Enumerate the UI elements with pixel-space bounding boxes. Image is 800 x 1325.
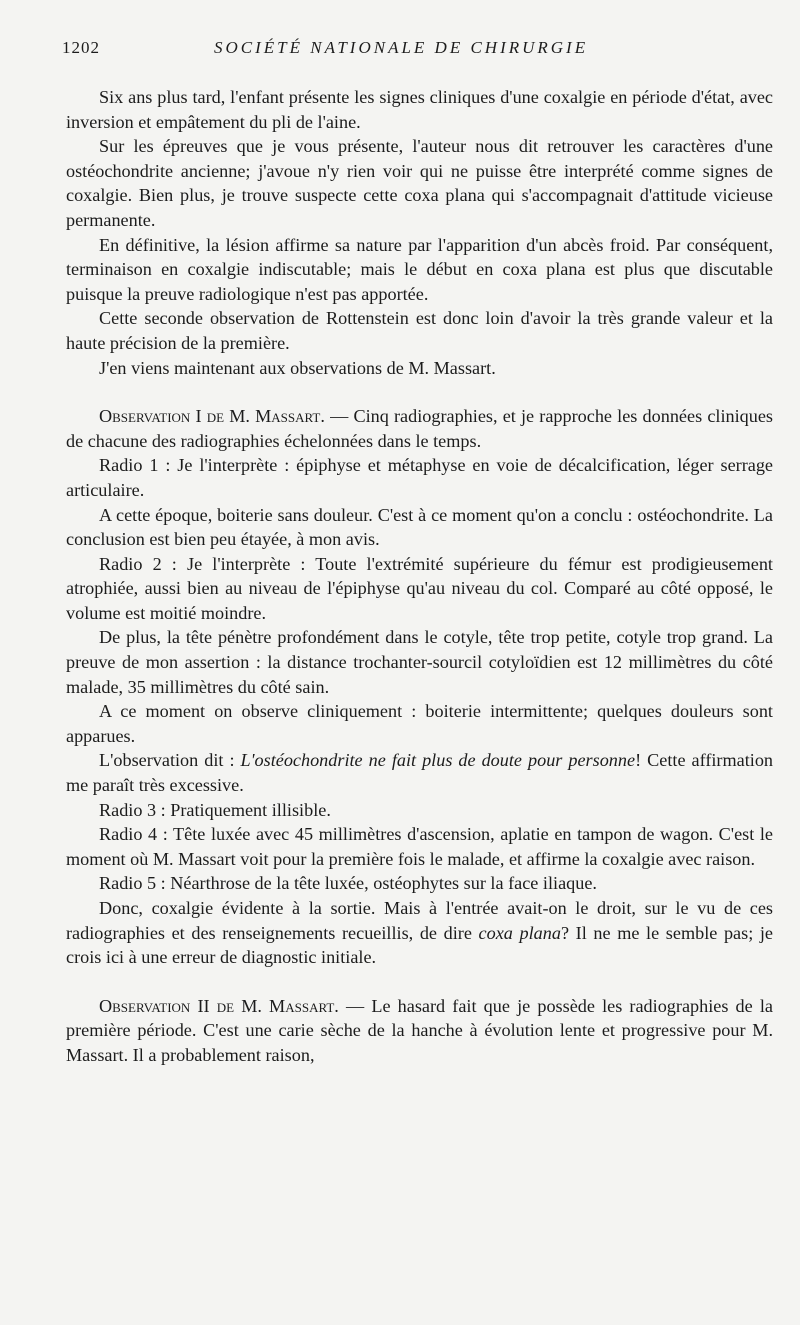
paragraph: Sur les épreuves que je vous présente, l'auteur nous dit retrouver les caractères d'une ostéochondrite ancienne; j'avoue n'y rien voir qui ne puisse être interprété comme signes de coxalgie. Bien plus, je trouve suspecte cette coxa plana qui s'accompagnait d'attitude vicieuse permanente. (66, 136, 773, 230)
paragraph: Six ans plus tard, l'enfant présente les signes cliniques d'une coxalgie en période d'état, avec inversion et empâtement du pli de l'aine. (66, 87, 773, 132)
section-gap (66, 970, 773, 994)
page-number: 1202 (62, 38, 100, 57)
observation-1-text: — Cinq radiographies, et je rapproche les données cliniques de chacune des radiographies échelonnées dans le temps. (66, 406, 773, 451)
paragraph: A cette époque, boiterie sans douleur. C'est à ce moment qu'on a conclu : ostéochondrite. La conclusion est bien peu étayée, à mon avis. (66, 504, 773, 550)
conclusion-paragraph (66, 896, 773, 970)
conclusion-lead: Donc, coxalgie évidente à la sortie. Mais à l'entrée avait-on le droit, sur le vu de ces radiographies et des renseignements recueillis, de dire (66, 898, 773, 943)
observation-2-text: — Le hasard fait que je possède les radiographies de la première période. C'est une carie sèche de la hanche à évolution lente et progressive pour M. Massart. Il a probablement raison, (66, 995, 773, 1065)
paragraph: De plus, la tête pénètre profondément dans le cotyle, tête trop petite, cotyle trop grand. La preuve de mon assertion : la distance trochanter-sourcil cotyloïdien est 12 millimètres du côté malade, 35 millimètres du côté sain. (66, 627, 773, 697)
conclusion-tail: ? Il ne me le semble pas; je crois ici à une erreur de diagnostic initiale. (66, 922, 773, 968)
observation-2-heading: Observation II de M. Massart. (99, 995, 339, 1016)
paragraph: A ce moment on observe cliniquement : boiterie intermittente; quelques douleurs sont apparues. (66, 701, 773, 746)
quotation-lead: L'observation dit : (99, 750, 241, 771)
radio-1-paragraph: Radio 1 : Je l'interprète : épiphyse et métaphyse en voie de décalcification, léger serrage articulaire. (66, 455, 773, 500)
paragraph: En définitive, la lésion affirme sa nature par l'apparition d'un abcès froid. Par conséquent, terminaison en coxalgie indiscutable; mais le début en coxa plana est plus que discutable puisque la preuve radiologique n'est pas apportée. (66, 234, 773, 304)
paragraph: Cette seconde observation de Rottenstein est donc loin d'avoir la très grande valeur et la haute précision de la première. (66, 308, 773, 353)
radio-5-paragraph: Radio 5 : Néarthrose de la tête luxée, ostéophytes sur la face iliaque. (99, 873, 597, 894)
quotation-tail: ! Cette affirmation me paraît très excessive. (66, 750, 774, 796)
paragraph: J'en viens maintenant aux observations de M. Massart. (99, 357, 496, 378)
quotation-italic: L'ostéochondrite ne fait plus de doute pour personne (240, 750, 636, 771)
section-gap (66, 380, 773, 404)
conclusion-italic: coxa plana (478, 922, 561, 943)
quotation-paragraph (66, 748, 773, 797)
observation-1-heading: Observation I de M. Massart. (99, 406, 325, 427)
observation-1-paragraph (66, 404, 773, 453)
body-text (66, 85, 773, 1068)
running-title: SOCIÉTÉ NATIONALE DE CHIRURGIE (214, 38, 589, 57)
page-header (62, 38, 752, 62)
radio-4-paragraph: Radio 4 : Tête luxée avec 45 millimètres d'ascension, aplatie en tampon de wagon. C'est le moment où M. Massart voit pour la première fois le malade, et affirme la coxalgie avec raison. (66, 824, 773, 869)
radio-2-paragraph: Radio 2 : Je l'interprète : Toute l'extrémité supérieure du fémur est prodigieusement atrophiée, aussi bien au niveau de l'épiphyse qu'au niveau du col. Comparé au côté opposé, le volume est moitié moindre. (66, 553, 773, 623)
observation-2-paragraph (66, 994, 773, 1068)
radio-3-paragraph: Radio 3 : Pratiquement illisible. (99, 799, 331, 820)
